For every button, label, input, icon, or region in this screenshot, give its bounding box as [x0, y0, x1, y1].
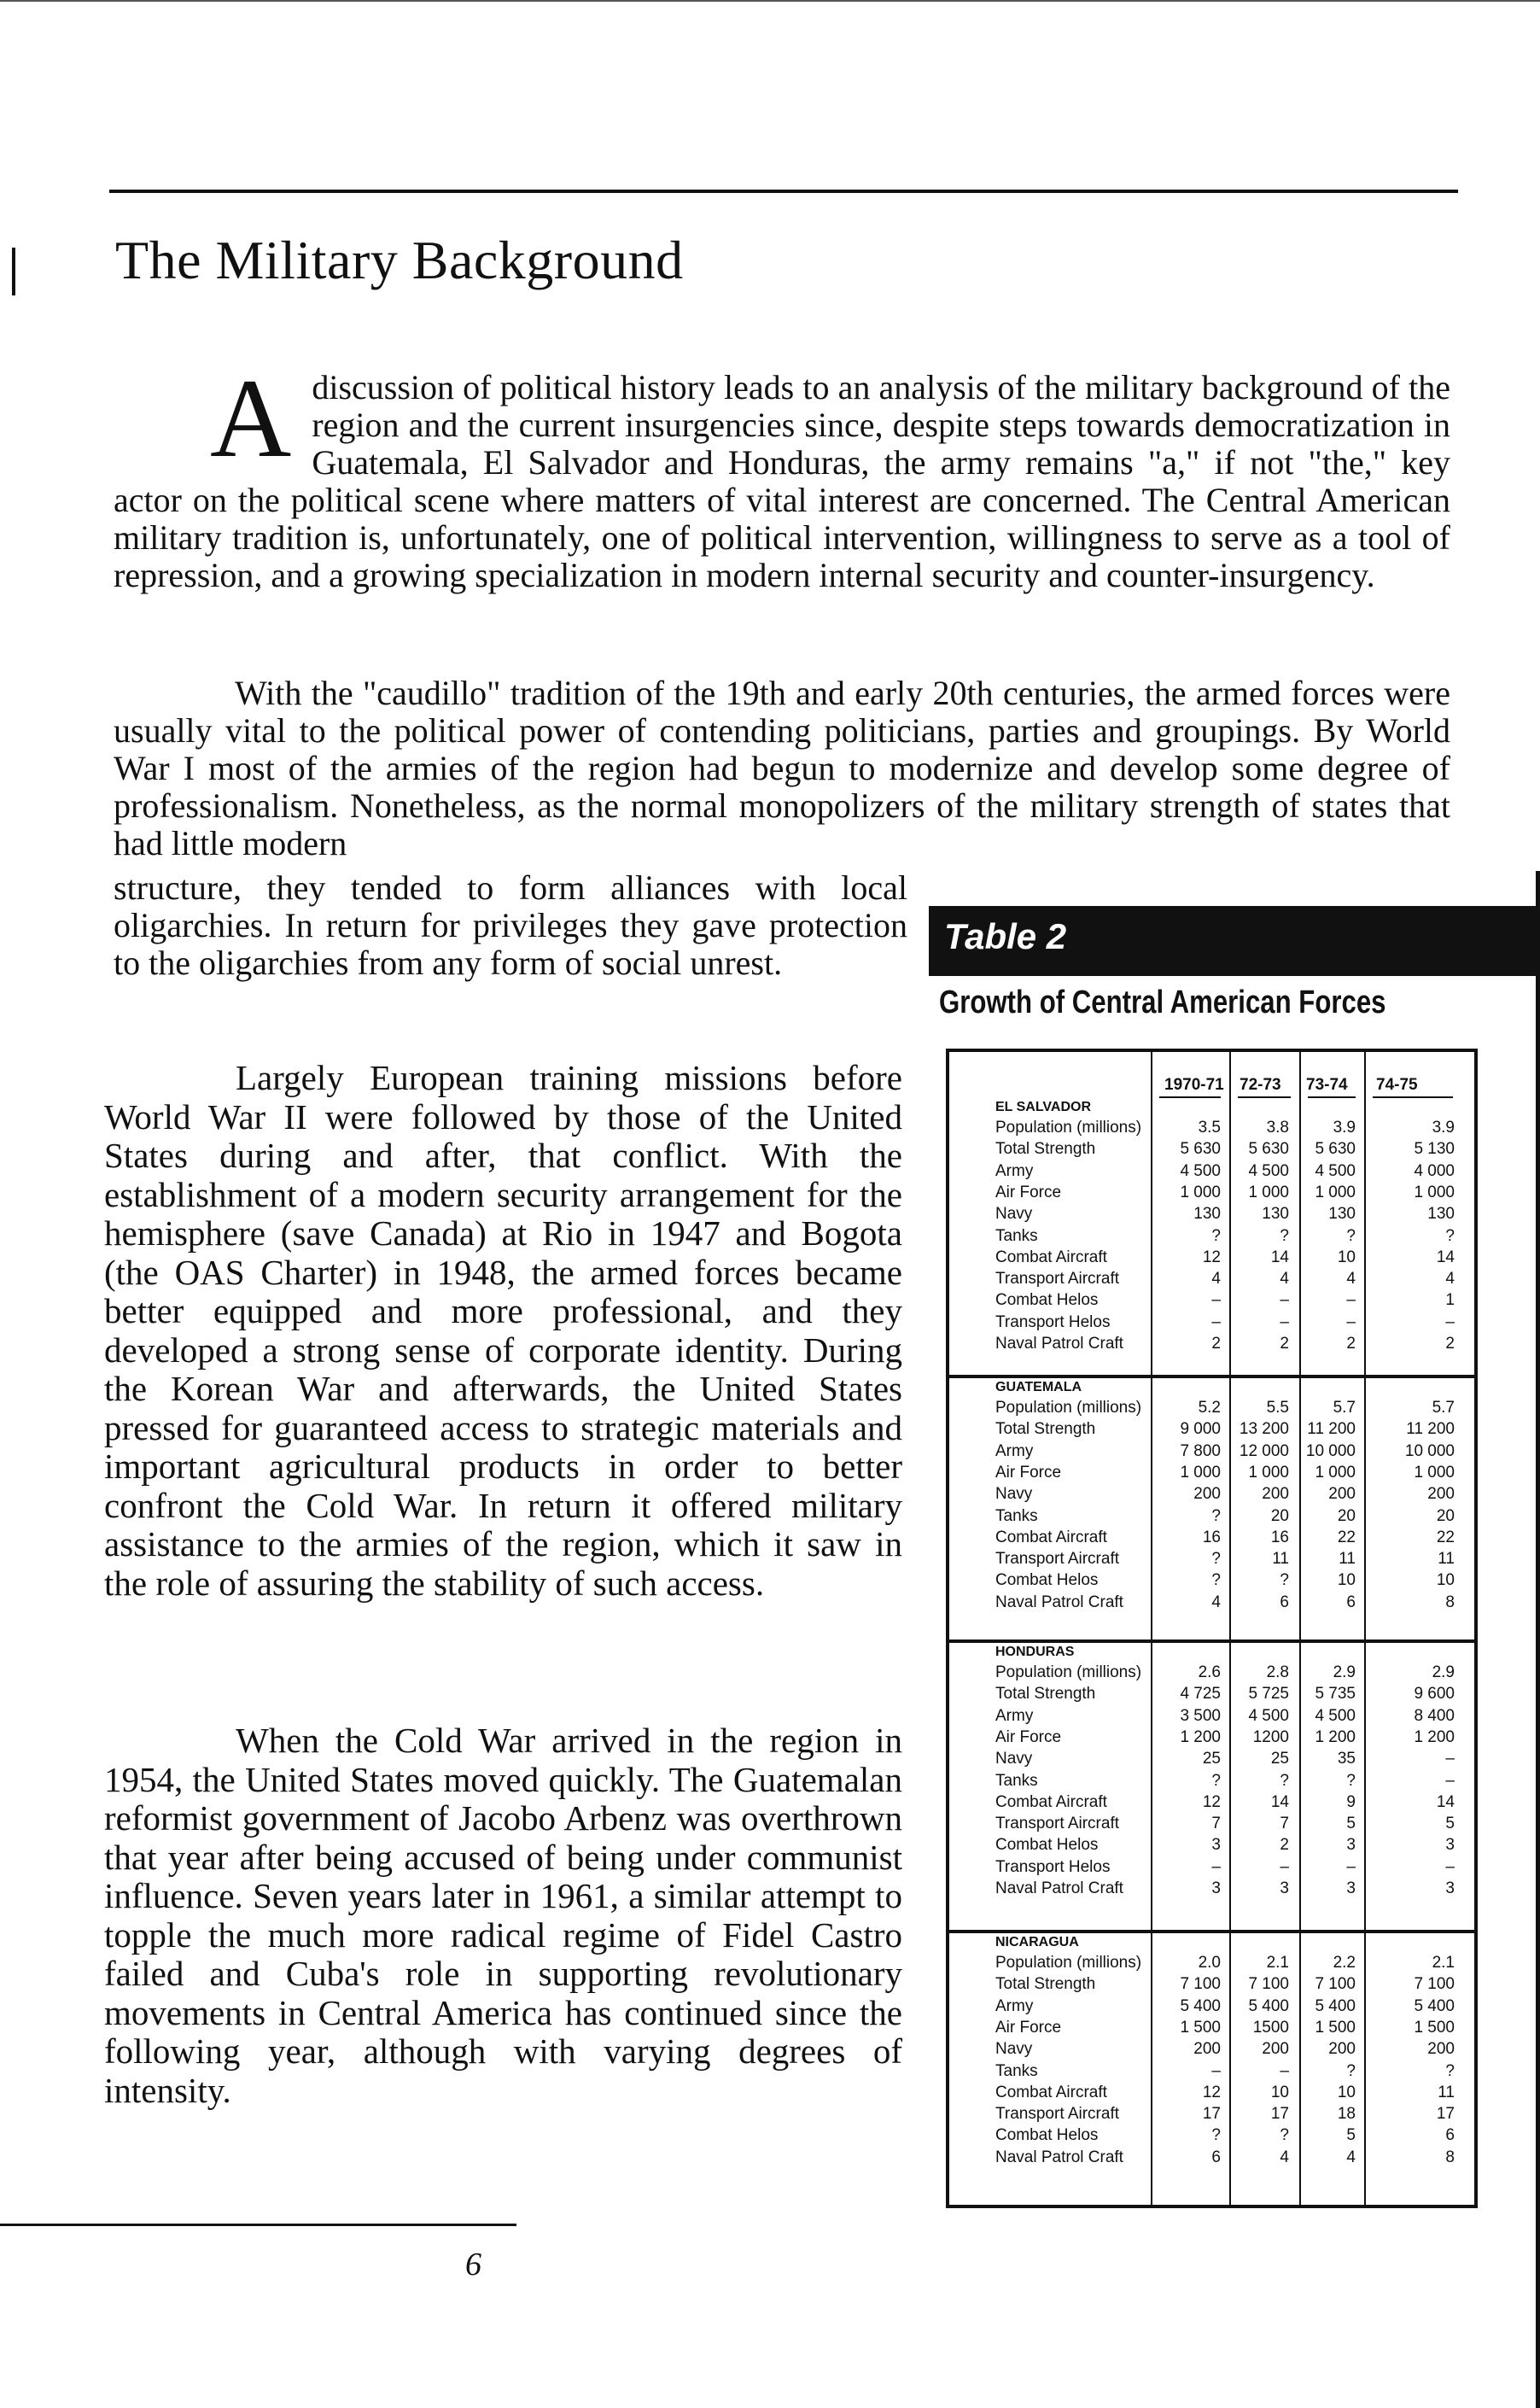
table-row-label: Transport Aircraft [995, 1815, 1120, 1833]
table-cell: 3 500 [1180, 1706, 1221, 1725]
margin-change-bar [12, 248, 15, 295]
table-row-label: Naval Patrol Craft [995, 1335, 1123, 1353]
table-cell: 5 400 [1315, 1996, 1356, 2015]
table-cell: 5 [1346, 1815, 1356, 1833]
table-cell: – [1445, 1750, 1455, 1768]
table-cell: 25 [1270, 1750, 1289, 1768]
table-cell: 9 [1346, 1792, 1356, 1811]
table-cell: 5 400 [1414, 1996, 1455, 2015]
table-cell: 3 [1445, 1879, 1455, 1897]
cold-war-paragraph: When the Cold War arrived in the region in 1954, the United States moved quickly. The Guatemalan reformist government of Jacobo Arbenz was overthrown that year after being accused of being under communist influence. Seven years later in 1961, a similar attempt to topple the much more radical regime of Fidel Castro failed and Cuba's role in supporting revolutionary movements in Central America has continued since the following year, although with varying degrees of intensity. [104, 1721, 902, 2110]
table-row-label: Transport Aircraft [995, 1550, 1120, 1569]
table-cell: 1 000 [1414, 1183, 1455, 1201]
table-row [949, 1685, 1474, 1706]
table-row-label: Transport Aircraft [995, 2105, 1120, 2124]
table-cell: ? [1346, 1226, 1356, 1245]
table-cell: 6 [1445, 2126, 1455, 2145]
table-cell: 16 [1202, 1528, 1221, 1546]
table-cell: 3.5 [1198, 1119, 1221, 1137]
table-row [949, 2062, 1474, 2084]
table-cell: 14 [1436, 1248, 1455, 1266]
table-country-name: GUATEMALA [995, 1380, 1082, 1394]
table-cell: ? [1211, 1550, 1221, 1569]
table-row-label: Tanks [995, 1506, 1038, 1525]
table-cell: 1200 [1252, 1727, 1289, 1746]
table-cell: 17 [1202, 2105, 1221, 2124]
table-row [949, 1184, 1474, 1205]
table-row-label: Air Force [995, 1727, 1062, 1746]
table-cell: 2 [1346, 1335, 1356, 1353]
table-cell: 5.7 [1432, 1399, 1455, 1417]
table-cell: 12 [1202, 2083, 1221, 2101]
table-cell: 11 [1438, 1550, 1455, 1569]
table-cell: 12 [1202, 1248, 1221, 1266]
table-section-separator [949, 1930, 1474, 1933]
table-cell: 2.6 [1198, 1663, 1221, 1681]
table-cell: – [1211, 2061, 1221, 2080]
table-cell: 3 [1280, 1879, 1289, 1897]
table-cell: 4 000 [1414, 1161, 1455, 1180]
table-cell: 6 [1280, 1593, 1289, 1611]
table-row [949, 2019, 1474, 2040]
table-cell: 1 200 [1414, 1727, 1455, 1746]
table-cell: 7 [1211, 1815, 1221, 1833]
table-cell: 1500 [1252, 2018, 1289, 2037]
table-cell: – [1445, 1312, 1455, 1331]
table-cell: 17 [1436, 2105, 1455, 2124]
table-cell: 20 [1337, 1506, 1356, 1525]
forces-table [946, 1049, 1478, 2208]
table-cell: 7 [1280, 1815, 1289, 1833]
table-cell: 5 725 [1248, 1685, 1289, 1704]
table-section-separator [949, 1639, 1474, 1643]
table-cell: 1 200 [1180, 1727, 1221, 1746]
table-row [949, 1248, 1474, 1270]
table-cell: 8 [1445, 2148, 1455, 2166]
table-cell: ? [1280, 1571, 1289, 1590]
table-cell: 3 [1211, 1879, 1221, 1897]
table-cell: 4 725 [1180, 1685, 1221, 1704]
table-cell: 1 500 [1315, 2018, 1356, 2037]
table-row [949, 1291, 1474, 1312]
table-column-header: 72-73 [1240, 1076, 1281, 1094]
table-row [949, 2084, 1474, 2105]
table-cell: 3.8 [1266, 1119, 1289, 1137]
table-cell: 9 000 [1180, 1420, 1221, 1439]
table-cell: 5.7 [1333, 1399, 1356, 1417]
table-cell: 11 200 [1406, 1420, 1455, 1439]
intro-paragraph [114, 355, 1450, 594]
table-country-name: NICARAGUA [995, 1935, 1079, 1949]
table-cell: 12 000 [1239, 1441, 1289, 1460]
table-row [949, 1442, 1474, 1464]
table-cell: 5 400 [1180, 1996, 1221, 2015]
table-row-label: Combat Aircraft [995, 2083, 1107, 2101]
table-cell: 200 [1262, 2040, 1289, 2059]
table-cell: ? [1346, 2061, 1356, 2080]
table-row [949, 1335, 1474, 1356]
table-cell: 22 [1337, 1528, 1356, 1546]
table-cell: ? [1280, 1226, 1289, 1245]
table-row-label: Population (millions) [995, 1954, 1142, 1972]
table-cell: 1 000 [1248, 1183, 1289, 1201]
table-row [949, 1571, 1474, 1593]
table-cell: – [1445, 1771, 1455, 1790]
table-cell: 1 000 [1180, 1463, 1221, 1482]
table-cell: 4 500 [1315, 1161, 1356, 1180]
table-row [949, 1593, 1474, 1615]
table-row-label: Transport Helos [995, 1312, 1111, 1331]
table-cell: 3 [1346, 1836, 1356, 1855]
table-row [949, 1528, 1474, 1550]
table-cell: 16 [1270, 1528, 1289, 1546]
table-cell: 7 800 [1180, 1441, 1221, 1460]
table-banner-label: Table 2 [944, 916, 1067, 956]
table-row-label: Combat Helos [995, 2126, 1099, 2145]
table-row-label: Combat Helos [995, 1836, 1099, 1855]
table-cell: 2.9 [1333, 1663, 1356, 1681]
table-cell: 130 [1193, 1205, 1221, 1224]
table-cell: ? [1211, 1771, 1221, 1790]
table-cell: 10 [1337, 2083, 1356, 2101]
table-row-label: Total Strength [995, 1975, 1096, 1994]
table-row [949, 1507, 1474, 1528]
table-cell: 5 735 [1315, 1685, 1356, 1704]
table-row-label: Navy [995, 1205, 1033, 1224]
table-cell: ? [1211, 2126, 1221, 2145]
table-row-label: Total Strength [995, 1420, 1096, 1439]
table-cell: 130 [1328, 1205, 1356, 1224]
training-missions-paragraph: Largely European training missions before World War II were followed by those of the United States during and after, that conflict. With the establishment of a modern security arrangement for the hemisphere (save Canada) at Rio in 1947 and Bogota (the OAS Charter) in 1948, the armed forces became better equipped and more professional, and they developed a strong sense of corporate identity. During the Korean War and afterwards, the United States pressed for guaranteed access to strategic materials and important agricultural products in order to better confront the Cold War. In return it offered military assistance to the armies of the region, which it saw in the role of assuring the stability of such access. [104, 1058, 902, 1603]
table-row [949, 1954, 1474, 1975]
table-cell: 6 [1346, 1593, 1356, 1611]
table-cell: 2.1 [1266, 1954, 1289, 1972]
table-row-label: Transport Aircraft [995, 1270, 1120, 1289]
table-cell: 4 [1280, 1270, 1289, 1289]
table-cell: 10 000 [1404, 1441, 1455, 1460]
table-row [949, 1485, 1474, 1506]
table-cell: 4 [1211, 1593, 1221, 1611]
table-cell: 5 630 [1180, 1140, 1221, 1159]
table-row [949, 1140, 1474, 1161]
table-cell: ? [1211, 1506, 1221, 1525]
header-rule [109, 190, 1458, 193]
table-cell: 200 [1328, 2040, 1356, 2059]
table-cell: 35 [1337, 1750, 1356, 1768]
table-row [949, 2040, 1474, 2061]
table-row [949, 1162, 1474, 1184]
table-row-label: Army [995, 1161, 1034, 1180]
table-cell: 4 500 [1315, 1706, 1356, 1725]
table-country-name: EL SALVADOR [995, 1100, 1092, 1114]
table-row [949, 1815, 1474, 1836]
table-cell: 1 500 [1180, 2018, 1221, 2037]
table-cell: 5 630 [1315, 1140, 1356, 1159]
table-cell: – [1280, 1291, 1289, 1310]
table-row-label: Total Strength [995, 1140, 1096, 1159]
intro-paragraph-text: discussion of political history leads to an analysis of the military background of the region and the current insurgencies since, despite steps towards democratization in Guatemala, El Salvador and Honduras, the army remains "a," if not "the," key actor on the political scene where matters of vital interest are concerned. The Central American military tradition is, unfortunately, one of political intervention, willingness to serve as a tool of repression, and a growing specialization in modern internal security and counter-insurgency. [114, 368, 1450, 594]
table-row [949, 2148, 1474, 2170]
table-cell: 10 [1337, 1571, 1356, 1590]
table-cell: 4 500 [1248, 1706, 1289, 1725]
table-cell: 20 [1270, 1506, 1289, 1525]
table-row-label: Air Force [995, 1183, 1062, 1201]
table-header-underline [1238, 1096, 1291, 1098]
table-row [949, 1836, 1474, 1857]
table-cell: – [1346, 1312, 1356, 1331]
footer-rule [0, 2224, 516, 2226]
table-cell: 17 [1270, 2105, 1289, 2124]
table-cell: 14 [1436, 1792, 1455, 1811]
table-row-label: Air Force [995, 2018, 1062, 2037]
table-row [949, 1975, 1474, 1996]
page-title: The Military Background [115, 230, 684, 290]
table-cell: 200 [1427, 1485, 1455, 1504]
table-cell: 1 200 [1315, 1727, 1356, 1746]
table-cell: 1 500 [1414, 2018, 1455, 2037]
table-cell: 4 [1445, 1270, 1455, 1289]
table-row [949, 1728, 1474, 1750]
table-cell: 2.8 [1266, 1663, 1289, 1681]
table-row [949, 1879, 1474, 1901]
table-cell: 200 [1193, 2040, 1221, 2059]
table-row-label: Population (millions) [995, 1119, 1142, 1137]
table-row [949, 2126, 1474, 2148]
table-row [949, 1464, 1474, 1485]
table-cell: 11 200 [1307, 1420, 1356, 1439]
table-row-label: Tanks [995, 2061, 1038, 2080]
table-cell: 200 [1193, 1485, 1221, 1504]
drop-cap: A [210, 355, 292, 481]
table-cell: 9 600 [1414, 1685, 1455, 1704]
table-row-label: Combat Aircraft [995, 1248, 1107, 1266]
table-row-label: Combat Aircraft [995, 1792, 1107, 1811]
table-row-label: Naval Patrol Craft [995, 2148, 1123, 2166]
table-cell: 3 [1211, 1836, 1221, 1855]
table-cell: 5.2 [1198, 1399, 1221, 1417]
table-row-label: Total Strength [995, 1685, 1096, 1704]
table-cell: 1 [1445, 1291, 1455, 1310]
table-cell: 3.9 [1333, 1119, 1356, 1137]
table-row-label: Army [995, 1706, 1034, 1725]
table-cell: 2 [1445, 1335, 1455, 1353]
table-cell: 7 100 [1414, 1975, 1455, 1994]
table-cell: 5 130 [1414, 1140, 1455, 1159]
table-cell: 3.9 [1432, 1119, 1455, 1137]
table-row-label: Population (millions) [995, 1399, 1142, 1417]
table-cell: 2 [1211, 1335, 1221, 1353]
table-cell: 1 000 [1414, 1463, 1455, 1482]
table-row-label: Navy [995, 2040, 1033, 2059]
page-top-edge [0, 0, 1540, 2]
table-cell: 5.5 [1266, 1399, 1289, 1417]
table-cell: – [1445, 1857, 1455, 1876]
table-cell: 1 000 [1248, 1463, 1289, 1482]
table-row-label: Combat Helos [995, 1291, 1099, 1310]
table-row-label: Combat Aircraft [995, 1528, 1107, 1546]
table-cell: 18 [1337, 2105, 1356, 2124]
table-row [949, 1119, 1474, 1140]
caudillo-paragraph-continued: structure, they tended to form alliances with local oligarchies. In return for privileges they gave protection to the oligarchies from any form of social unrest. [114, 868, 907, 982]
caudillo-paragraph: With the "caudillo" tradition of the 19th and early 20th centuries, the armed forces were usually vital to the political power of contending politicians, parties and groupings. By World War I most of the armies of the region had begun to modernize and develop some degree of professionalism. Nonetheless, as the normal monopolizers of the military strength of states that had little modern [114, 674, 1450, 862]
table-cell: 7 100 [1180, 1975, 1221, 1994]
table-cell: – [1280, 2061, 1289, 2080]
table-cell: ? [1445, 2061, 1455, 2080]
table-cell: 2.0 [1198, 1954, 1221, 1972]
table-header-underline [1373, 1096, 1453, 1098]
table-cell: 130 [1262, 1205, 1289, 1224]
table-cell: ? [1445, 1226, 1455, 1245]
table-cell: 5 [1445, 1815, 1455, 1833]
table-header-underline [1308, 1096, 1356, 1098]
table-cell: 10 [1337, 1248, 1356, 1266]
table-cell: 7 100 [1315, 1975, 1356, 1994]
table-header-underline [1159, 1096, 1221, 1098]
table-cell: 6 [1211, 2148, 1221, 2166]
table-row [949, 1793, 1474, 1815]
table-row [949, 1205, 1474, 1226]
page-number: 6 [465, 2247, 481, 2282]
table-cell: 1 000 [1315, 1463, 1356, 1482]
table-cell: 200 [1262, 1485, 1289, 1504]
table-cell: – [1211, 1291, 1221, 1310]
table-cell: 4 [1211, 1270, 1221, 1289]
table-banner [929, 906, 1540, 976]
table-cell: 2.9 [1432, 1663, 1455, 1681]
table-cell: 2.1 [1432, 1954, 1455, 1972]
table-cell: 4 [1280, 2148, 1289, 2166]
table-cell: 25 [1202, 1750, 1221, 1768]
table-row-label: Tanks [995, 1226, 1038, 1245]
table-cell: 2 [1280, 1836, 1289, 1855]
table-cell: 13 200 [1239, 1420, 1289, 1439]
table-cell: 20 [1436, 1506, 1455, 1525]
table-row [949, 1420, 1474, 1441]
table-row [949, 1313, 1474, 1335]
table-cell: – [1280, 1312, 1289, 1331]
table-cell: ? [1346, 1771, 1356, 1790]
table-cell: ? [1280, 1771, 1289, 1790]
table-cell: 5 630 [1248, 1140, 1289, 1159]
table-country-name: HONDURAS [995, 1645, 1075, 1659]
page-edge-bar [1536, 871, 1540, 2408]
table-cell: 2.2 [1333, 1954, 1356, 1972]
table-cell: 2 [1280, 1335, 1289, 1353]
table-cell: – [1346, 1291, 1356, 1310]
table-cell: 7 100 [1248, 1975, 1289, 1994]
table-cell: 5 400 [1248, 1996, 1289, 2015]
table-cell: 10 [1270, 2083, 1289, 2101]
table-cell: 10 000 [1305, 1441, 1356, 1460]
table-row-label: Combat Helos [995, 1571, 1099, 1590]
table-row [949, 1550, 1474, 1571]
table-row [949, 1750, 1474, 1771]
table-row-label: Transport Helos [995, 1857, 1111, 1876]
table-row [949, 2105, 1474, 2126]
table-cell: 8 400 [1414, 1706, 1455, 1725]
table-cell: ? [1280, 2126, 1289, 2145]
table-cell: 4 [1346, 1270, 1356, 1289]
table-cell: 200 [1427, 2040, 1455, 2059]
table-cell: 130 [1427, 1205, 1455, 1224]
table-row [949, 1663, 1474, 1685]
table-cell: 11 [1339, 1550, 1356, 1569]
table-cell: 1 000 [1315, 1183, 1356, 1201]
table-cell: 200 [1328, 1485, 1356, 1504]
table-cell: 4 500 [1248, 1161, 1289, 1180]
table-cell: ? [1211, 1571, 1221, 1590]
table-cell: 11 [1438, 2083, 1455, 2101]
table-cell: 3 [1346, 1879, 1356, 1897]
table-row-label: Naval Patrol Craft [995, 1593, 1123, 1611]
table-row [949, 1707, 1474, 1728]
table-column-header: 73-74 [1306, 1076, 1348, 1094]
table-row [949, 1227, 1474, 1248]
table-cell: 1 000 [1180, 1183, 1221, 1201]
table-caption: Growth of Central American Forces [939, 985, 1386, 1020]
table-column-header: 74-75 [1376, 1076, 1418, 1094]
table-row-label: Air Force [995, 1463, 1062, 1482]
table-row-label: Navy [995, 1485, 1033, 1504]
table-row [949, 1772, 1474, 1793]
table-row-label: Army [995, 1441, 1034, 1460]
table-row-label: Population (millions) [995, 1663, 1142, 1681]
table-cell: – [1280, 1857, 1289, 1876]
table-row-label: Tanks [995, 1771, 1038, 1790]
table-cell: 8 [1445, 1593, 1455, 1611]
table-cell: 12 [1202, 1792, 1221, 1811]
table-cell: 11 [1272, 1550, 1289, 1569]
table-cell: – [1346, 1857, 1356, 1876]
table-row [949, 1858, 1474, 1879]
table-row [949, 1270, 1474, 1291]
table-cell: 22 [1436, 1528, 1455, 1546]
table-section-separator [949, 1375, 1474, 1378]
table-cell: 10 [1436, 1571, 1455, 1590]
table-cell: 3 [1445, 1836, 1455, 1855]
table-cell: ? [1211, 1226, 1221, 1245]
table-cell: – [1211, 1857, 1221, 1876]
table-row-label: Navy [995, 1750, 1033, 1768]
table-row [949, 1997, 1474, 2019]
table-row-label: Army [995, 1996, 1034, 2015]
table-cell: 4 500 [1180, 1161, 1221, 1180]
table-row [949, 1399, 1474, 1420]
table-cell: 4 [1346, 2148, 1356, 2166]
table-cell: 14 [1270, 1248, 1289, 1266]
table-column-header: 1970-71 [1164, 1076, 1224, 1094]
table-cell: 14 [1270, 1792, 1289, 1811]
table-cell: 5 [1346, 2126, 1356, 2145]
table-row-label: Naval Patrol Craft [995, 1879, 1123, 1897]
table-cell: – [1211, 1312, 1221, 1331]
